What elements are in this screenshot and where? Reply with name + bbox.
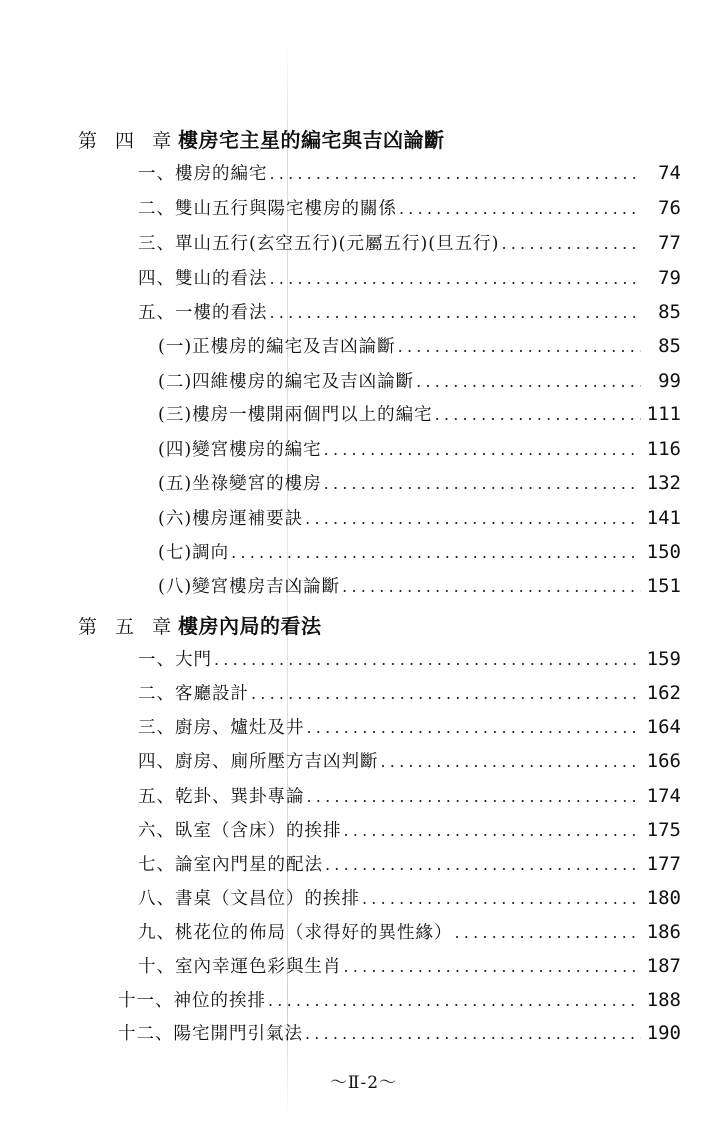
toc-leader-dots xyxy=(399,199,641,218)
toc-page-number: 85 xyxy=(658,301,681,323)
toc-entry[interactable] xyxy=(138,646,681,672)
toc-entry-title: 一、大門 xyxy=(138,650,212,670)
toc-leader-dots xyxy=(305,1024,641,1043)
toc-entry[interactable] xyxy=(118,1020,681,1046)
toc-page-number: 76 xyxy=(658,197,681,219)
toc-entry-title: 八、書桌（文昌位）的挨排 xyxy=(138,889,360,909)
toc-entry[interactable] xyxy=(138,851,681,877)
toc-entry[interactable] xyxy=(138,953,681,979)
chapter-label: 第 四 章： xyxy=(78,130,203,152)
toc-entry[interactable] xyxy=(138,919,681,945)
toc-leader-dots xyxy=(381,752,641,771)
toc-entry[interactable] xyxy=(138,748,681,774)
toc-page-number: 99 xyxy=(658,370,681,392)
toc-entry[interactable] xyxy=(158,539,681,565)
toc-entry[interactable] xyxy=(158,573,681,599)
toc-page-number: 164 xyxy=(646,716,681,738)
toc-leader-dots xyxy=(270,303,642,322)
toc-leader-dots xyxy=(362,889,641,908)
toc-page-number: 151 xyxy=(646,575,681,597)
chapter-heading xyxy=(78,124,445,153)
toc-leader-dots xyxy=(214,650,641,669)
toc-entry[interactable] xyxy=(138,817,681,843)
toc-page-number: 74 xyxy=(658,162,681,184)
toc-entry-title: 十、室內幸運色彩與生肖 xyxy=(138,957,342,977)
toc-leader-dots xyxy=(342,577,641,596)
toc-entry-title: (七)調向 xyxy=(158,543,230,563)
toc-entry[interactable] xyxy=(158,368,681,394)
toc-entry-title: 三、單山五行(玄空五行)(元屬五行)(旦五行) xyxy=(138,234,500,254)
toc-entry-title: 七、論室內門星的配法 xyxy=(138,855,323,875)
toc-page-number: 190 xyxy=(646,1022,681,1044)
toc-page-number: 166 xyxy=(646,750,681,772)
toc-leader-dots xyxy=(501,234,641,253)
toc-leader-dots xyxy=(416,372,641,391)
toc-leader-dots xyxy=(307,718,641,737)
toc-leader-dots xyxy=(398,337,641,356)
toc-entry-title: (四)變宮樓房的編宅 xyxy=(158,440,322,460)
page-footer-number: ～Ⅱ-2～ xyxy=(329,1073,398,1093)
toc-entry-title: 十一、神位的挨排 xyxy=(118,991,266,1011)
toc-leader-dots xyxy=(325,855,641,874)
toc-entry[interactable] xyxy=(158,436,681,462)
toc-entry[interactable] xyxy=(118,987,681,1013)
toc-page-number: 187 xyxy=(646,955,681,977)
toc-page-number: 85 xyxy=(658,335,681,357)
toc-entry[interactable] xyxy=(138,195,681,221)
toc-entry[interactable] xyxy=(158,333,681,359)
toc-page-number: 175 xyxy=(646,819,681,841)
toc-entry[interactable] xyxy=(138,265,681,291)
toc-page-number: 111 xyxy=(646,403,681,425)
chapter-heading xyxy=(78,610,322,639)
toc-leader-dots xyxy=(344,957,641,976)
toc-entry-title: (三)樓房一樓開兩個門以上的編宅 xyxy=(158,405,433,425)
toc-entry[interactable] xyxy=(138,783,681,809)
toc-entry[interactable] xyxy=(138,160,681,186)
toc-entry[interactable] xyxy=(138,885,681,911)
toc-entry-title: 九、桃花位的佈局（求得好的異性緣） xyxy=(138,923,453,943)
toc-entry-title: 二、客廳設計 xyxy=(138,684,249,704)
toc-leader-dots xyxy=(231,543,641,562)
toc-entry[interactable] xyxy=(138,680,681,706)
toc-entry[interactable] xyxy=(138,230,681,256)
toc-page-number: 79 xyxy=(658,267,681,289)
toc-page-number: 132 xyxy=(646,472,681,494)
toc-entry-title: 二、雙山五行與陽宅樓房的關係 xyxy=(138,199,397,219)
toc-leader-dots xyxy=(307,787,641,806)
toc-page-number: 116 xyxy=(646,438,681,460)
toc-page-number: 150 xyxy=(646,541,681,563)
toc-entry-title: 一、樓房的編宅 xyxy=(138,164,268,184)
toc-entry-title: (六)樓房運補要訣 xyxy=(158,509,304,529)
toc-entry-title: (一)正樓房的編宅及吉凶論斷 xyxy=(158,337,396,357)
chapter-label: 第 五 章： xyxy=(78,616,203,638)
toc-page-number: 186 xyxy=(646,921,681,943)
toc-entry[interactable] xyxy=(138,714,681,740)
toc-page-number: 141 xyxy=(646,507,681,529)
toc-leader-dots xyxy=(324,440,641,459)
toc-leader-dots xyxy=(344,821,641,840)
toc-page-number: 180 xyxy=(646,887,681,909)
toc-entry-title: 四、雙山的看法 xyxy=(138,269,268,289)
toc-leader-dots xyxy=(305,509,641,528)
toc-entry[interactable] xyxy=(158,505,681,531)
toc-entry[interactable] xyxy=(158,470,681,496)
toc-leader-dots xyxy=(268,991,641,1010)
toc-entry-title: 五、一樓的看法 xyxy=(138,303,268,323)
toc-entry-title: 三、廚房、爐灶及井 xyxy=(138,718,305,738)
toc-entry-title: 五、乾卦、巽卦專論 xyxy=(138,787,305,807)
chapter-title: 樓房內局的看法 xyxy=(178,614,322,638)
toc-entry-title: (二)四維樓房的編宅及吉凶論斷 xyxy=(158,372,415,392)
toc-leader-dots xyxy=(270,164,642,183)
toc-entry[interactable] xyxy=(158,401,681,427)
toc-leader-dots xyxy=(270,269,642,288)
toc-entry-title: 四、廚房、廁所壓方吉凶判斷 xyxy=(138,752,379,772)
toc-leader-dots xyxy=(435,405,641,424)
toc-page-number: 188 xyxy=(646,989,681,1011)
toc-entry[interactable] xyxy=(138,299,681,325)
toc-page-number: 162 xyxy=(646,682,681,704)
chapter-title: 樓房宅主星的編宅與吉凶論斷 xyxy=(178,128,445,152)
toc-entry-title: (五)坐祿變宮的樓房 xyxy=(158,474,322,494)
toc-leader-dots xyxy=(455,923,641,942)
toc-entry-title: 六、臥室（含床）的挨排 xyxy=(138,821,342,841)
toc-entry-title: 十二、陽宅開門引氣法 xyxy=(118,1024,303,1044)
toc-page-number: 159 xyxy=(646,648,681,670)
toc-page-number: 174 xyxy=(646,785,681,807)
toc-leader-dots xyxy=(251,684,641,703)
toc-entry-title: (八)變宮樓房吉凶論斷 xyxy=(158,577,341,597)
toc-page-number: 177 xyxy=(646,853,681,875)
toc-leader-dots xyxy=(324,474,641,493)
toc-page-number: 77 xyxy=(658,232,681,254)
